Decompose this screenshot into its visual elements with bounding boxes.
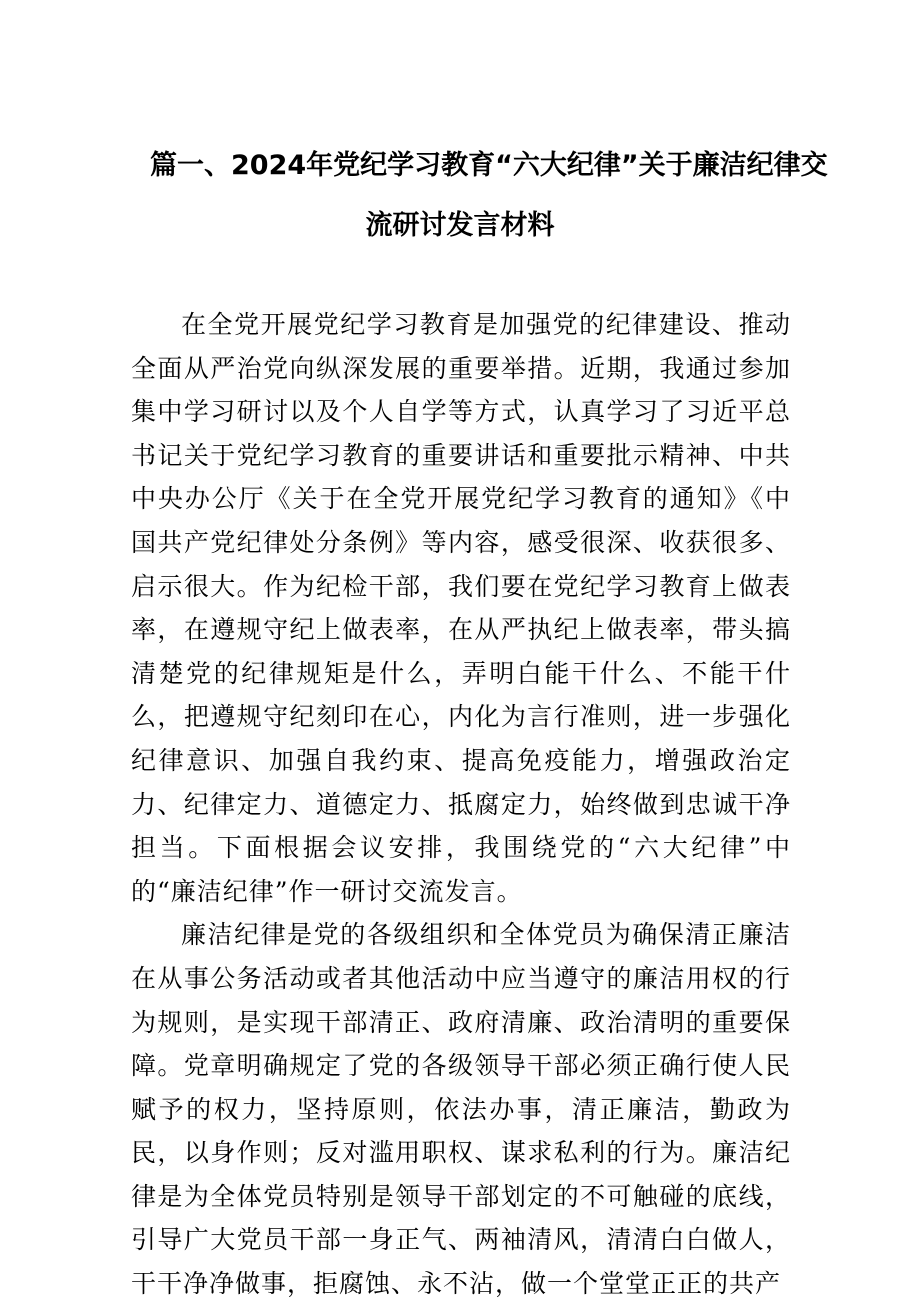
document-body xyxy=(131,303,791,1306)
document-title-line-2: 流研讨发言材料 xyxy=(365,210,555,241)
body-paragraph-2: 廉洁纪律是党的各级组织和全体党员为确保清正廉洁在从事公务活动或者其他活动中应当遵守的廉洁用权的行为规则，是实现干部清正、政府清廉、政治清明的重要保障。党章明确规定了党的各级领导干部必须正确行使人民赋予的权力，坚持原则，依法办事，清正廉洁，勤政为民，以身作则；反对滥用职权、谋求私利的行为。廉洁纪律是为全体党员特别是领导干部划定的不可触碰的底线，引导广大党员干部一身正气、两袖清风，清清白白做人，干干净净做事，拒腐蚀、永不沾，做一个堂堂正正的共产 xyxy=(131,920,791,1299)
document-title-line-1: 篇一、2024年党纪学习教育“六大纪律”关于廉洁纪律交 xyxy=(150,150,828,181)
body-paragraph-1: 在全党开展党纪学习教育是加强党的纪律建设、推动全面从严治党向纵深发展的重要举措。近期，我通过参加集中学习研讨以及个人自学等方式，认真学习了习近平总书记关于党纪学习教育的重要讲话和重要批示精神、中共中央办公厅《关于在全党开展党纪学习教育的通知》《中国共产党纪律处分条例》等内容，感受很深、收获很多、启示很大。作为纪检干部，我们要在党纪学习教育上做表率，在遵规守纪上做表率，在从严执纪上做表率，带头搞清楚党的纪律规矩是什么，弄明白能干什么、不能干什么，把遵规守纪刻印在心，内化为言行准则，进一步强化纪律意识、加强自我约束、提高免疫能力，增强政治定力、纪律定力、道德定力、抵腐定力，始终做到忠诚干净担当。下面根据会议安排，我围绕党的“六大纪律”中的“廉洁纪律”作一研讨交流发言。 xyxy=(131,310,791,906)
